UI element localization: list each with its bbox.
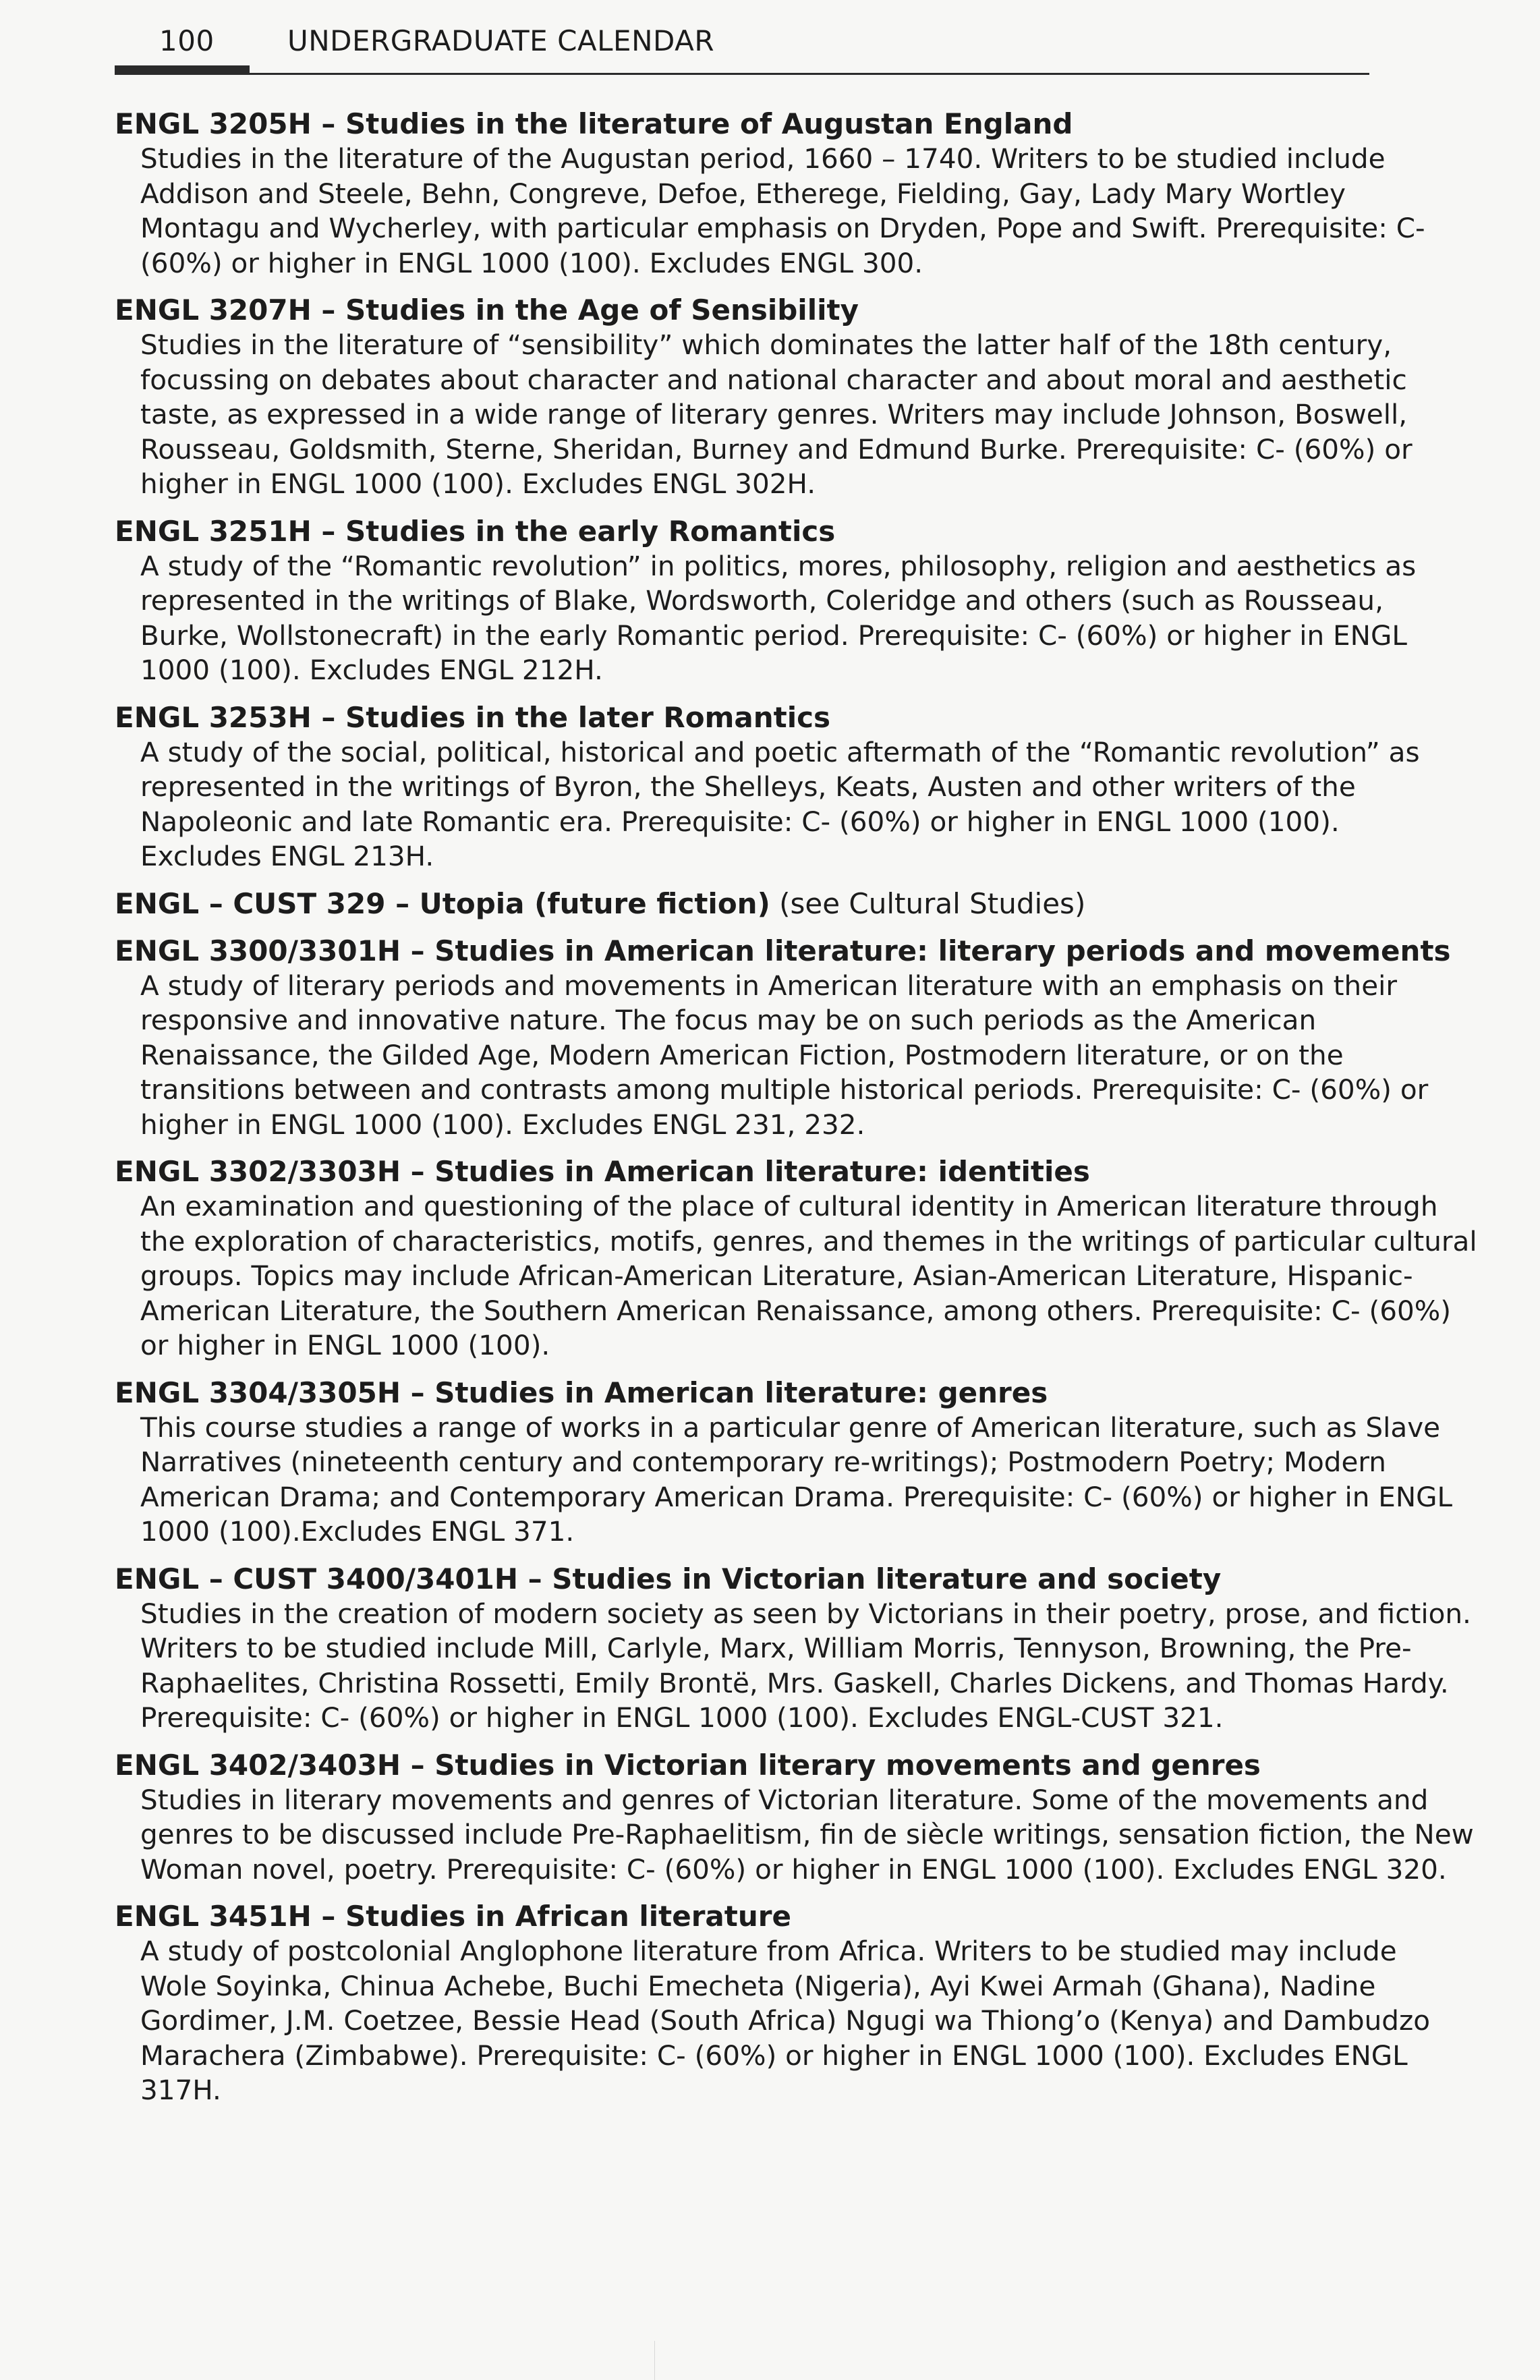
course-code-title: ENGL 3251H – Studies in the early Romantics <box>115 514 836 548</box>
description-line: genres to be discussed include Pre-Raphaelitism, fin de siècle writings, sensation fiction, the New <box>140 1818 1474 1850</box>
course-entry <box>115 293 1413 502</box>
course-code-title: ENGL 3300/3301H – Studies in American literature: literary periods and movements <box>115 934 1451 967</box>
course-entry <box>115 1154 1477 1363</box>
description-line: Writers to be studied include Mill, Carlyle, Marx, William Morris, Tennyson, Browning, the Pre- <box>140 1632 1412 1664</box>
course-description <box>140 549 1417 688</box>
description-line: or higher in ENGL 1000 (100). <box>140 1329 550 1361</box>
course-entry <box>115 514 1417 688</box>
description-line: Prerequisite: C- (60%) or higher in ENGL 1000 (100). Excludes ENGL-CUST 321. <box>140 1701 1224 1734</box>
description-line: A study of postcolonial Anglophone literature from Africa. Writers to be studied may include <box>140 1935 1397 1967</box>
course-title <box>115 1376 1383 1411</box>
course-title <box>115 1154 1383 1189</box>
course-code-title: ENGL 3205H – Studies in the literature of Augustan England <box>115 107 1073 140</box>
description-line: taste, as expressed in a wide range of literary genres. Writers may include Johnson, Boswell, <box>140 398 1408 430</box>
page-number: 100 <box>159 24 215 57</box>
course-entry <box>115 1748 1474 1888</box>
description-line: the exploration of characteristics, motifs, genres, and themes in the writings of particular cultural <box>140 1224 1477 1257</box>
course-title <box>115 700 1383 735</box>
course-description <box>140 328 1413 502</box>
description-line: Rousseau, Goldsmith, Sterne, Sheridan, Burney and Edmund Burke. Prerequisite: C- (60%) or <box>140 432 1413 465</box>
course-code-title: ENGL 3302/3303H – Studies in American literature: identities <box>115 1155 1090 1188</box>
course-title <box>115 886 1383 922</box>
description-line: Renaissance, the Gilded Age, Modern American Fiction, Postmodern literature, or on the <box>140 1038 1344 1071</box>
course-title <box>115 1899 1383 1934</box>
description-line: 317H. <box>140 2074 221 2106</box>
course-code-title: ENGL 3207H – Studies in the Age of Sensibility <box>115 293 859 327</box>
course-description <box>140 1411 1453 1550</box>
description-line: focussing on debates about character and national character and about moral and aesthetic <box>140 363 1407 396</box>
course-code-title: ENGL 3451H – Studies in African literature <box>115 1900 791 1933</box>
course-code-title: ENGL – CUST 3400/3401H – Studies in Victorian literature and society <box>115 1562 1222 1595</box>
description-line: responsive and innovative nature. The focus may be on such periods as the American <box>140 1004 1317 1036</box>
course-entry <box>115 934 1451 1143</box>
gutter-line <box>654 2341 655 2380</box>
course-description <box>140 1783 1474 1888</box>
description-line: groups. Topics may include African-American Literature, Asian-American Literature, Hispanic- <box>140 1259 1413 1292</box>
course-description <box>140 142 1425 281</box>
description-line: represented in the writings of Byron, the Shelleys, Keats, Austen and other writers of the <box>140 770 1356 803</box>
course-entry <box>115 700 1420 874</box>
description-line: Studies in literary movements and genres of Victorian literature. Some of the movements and <box>140 1783 1429 1816</box>
course-title <box>115 514 1383 549</box>
course-entry <box>115 1376 1453 1550</box>
description-line: American Drama; and Contemporary American Drama. Prerequisite: C- (60%) or higher in ENGL <box>140 1480 1453 1513</box>
description-line: Excludes ENGL 213H. <box>140 840 434 872</box>
description-line: higher in ENGL 1000 (100). Excludes ENGL 302H. <box>140 468 816 500</box>
description-line: Marachera (Zimbabwe). Prerequisite: C- (60%) or higher in ENGL 1000 (100). Excludes ENGL <box>140 2039 1408 2072</box>
description-line: A study of literary periods and movements in American literature with an emphasis on their <box>140 969 1398 1002</box>
course-entry <box>115 1899 1431 2108</box>
course-description <box>140 1189 1477 1363</box>
description-line: Wole Soyinka, Chinua Achebe, Buchi Emecheta (Nigeria), Ayi Kwei Armah (Ghana), Nadine <box>140 1969 1376 2002</box>
description-line: Narratives (nineteenth century and contemporary re-writings); Postmodern Poetry; Modern <box>140 1446 1386 1478</box>
description-line: 1000 (100).Excludes ENGL 371. <box>140 1515 575 1548</box>
course-description <box>140 1934 1431 2108</box>
description-line: higher in ENGL 1000 (100). Excludes ENGL 231, 232. <box>140 1108 865 1141</box>
course-entry <box>115 886 1383 922</box>
course-list <box>115 107 1477 2120</box>
description-line: Addison and Steele, Behn, Congreve, Defoe, Etherege, Fielding, Gay, Lady Mary Wortley <box>140 177 1346 210</box>
course-description <box>140 1597 1471 1736</box>
description-line: Woman novel, poetry. Prerequisite: C- (60%) or higher in ENGL 1000 (100). Excludes ENGL 320. <box>140 1852 1447 1886</box>
course-title <box>115 1562 1383 1597</box>
course-entry <box>115 107 1425 281</box>
description-line: Burke, Wollstonecraft) in the early Romantic period. Prerequisite: C- (60%) or higher in ENGL <box>140 619 1407 652</box>
course-title <box>115 293 1383 328</box>
course-title <box>115 1748 1383 1783</box>
course-code-title: ENGL – CUST 329 – Utopia (future fiction) <box>115 886 770 920</box>
header-rule <box>115 73 1369 75</box>
description-line: (60%) or higher in ENGL 1000 (100). Excludes ENGL 300. <box>140 246 923 279</box>
description-line: represented in the writings of Blake, Wordsworth, Coleridge and others (such as Rousseau, <box>140 584 1384 617</box>
description-line: Studies in the literature of “sensibility” which dominates the latter half of the 18th century, <box>140 329 1392 361</box>
course-code-title: ENGL 3253H – Studies in the later Romantics <box>115 700 830 734</box>
description-line: American Literature, the Southern American Renaissance, among others. Prerequisite: C- (60%) <box>140 1294 1452 1327</box>
running-title: UNDERGRADUATE CALENDAR <box>287 24 715 57</box>
description-line: Gordimer, J.M. Coetzee, Bessie Head (South Africa) Ngugi wa Thiong’o (Kenya) and Dambudzo <box>140 2004 1431 2037</box>
course-description <box>140 969 1429 1143</box>
running-head <box>159 24 714 57</box>
course-title <box>115 107 1383 142</box>
course-title <box>115 934 1451 969</box>
description-line: This course studies a range of works in a particular genre of American literature, such as Slave <box>140 1411 1441 1444</box>
course-code-title: ENGL 3402/3403H – Studies in Victorian literary movements and genres <box>115 1748 1261 1782</box>
description-line: Raphaelites, Christina Rossetti, Emily Brontë, Mrs. Gaskell, Charles Dickens, and Thomas Hardy. <box>140 1666 1449 1699</box>
description-line: 1000 (100). Excludes ENGL 212H. <box>140 654 603 686</box>
course-description <box>140 735 1420 874</box>
description-line: An examination and questioning of the place of cultural identity in American literature through <box>140 1190 1438 1222</box>
description-line: Napoleonic and late Romantic era. Prerequisite: C- (60%) or higher in ENGL 1000 (100). <box>140 805 1340 838</box>
description-line: Studies in the creation of modern society as seen by Victorians in their poetry, prose, and fiction. <box>140 1597 1471 1630</box>
description-line: A study of the social, political, historical and poetic aftermath of the “Romantic revolution” as <box>140 735 1420 768</box>
description-line: Studies in the literature of the Augustan period, 1660 – 1740. Writers to be studied include <box>140 142 1386 175</box>
description-line: Montagu and Wycherley, with particular emphasis on Dryden, Pope and Swift. Prerequisite: C- <box>140 212 1425 244</box>
course-entry <box>115 1562 1471 1736</box>
course-code-title: ENGL 3304/3305H – Studies in American literature: genres <box>115 1376 1048 1409</box>
description-line: A study of the “Romantic revolution” in politics, mores, philosophy, religion and aesthetics as <box>140 549 1417 582</box>
description-line: transitions between and contrasts among multiple historical periods. Prerequisite: C- (60%) or <box>140 1073 1429 1106</box>
course-cross-reference: (see Cultural Studies) <box>770 886 1086 920</box>
header-bar <box>115 65 250 73</box>
